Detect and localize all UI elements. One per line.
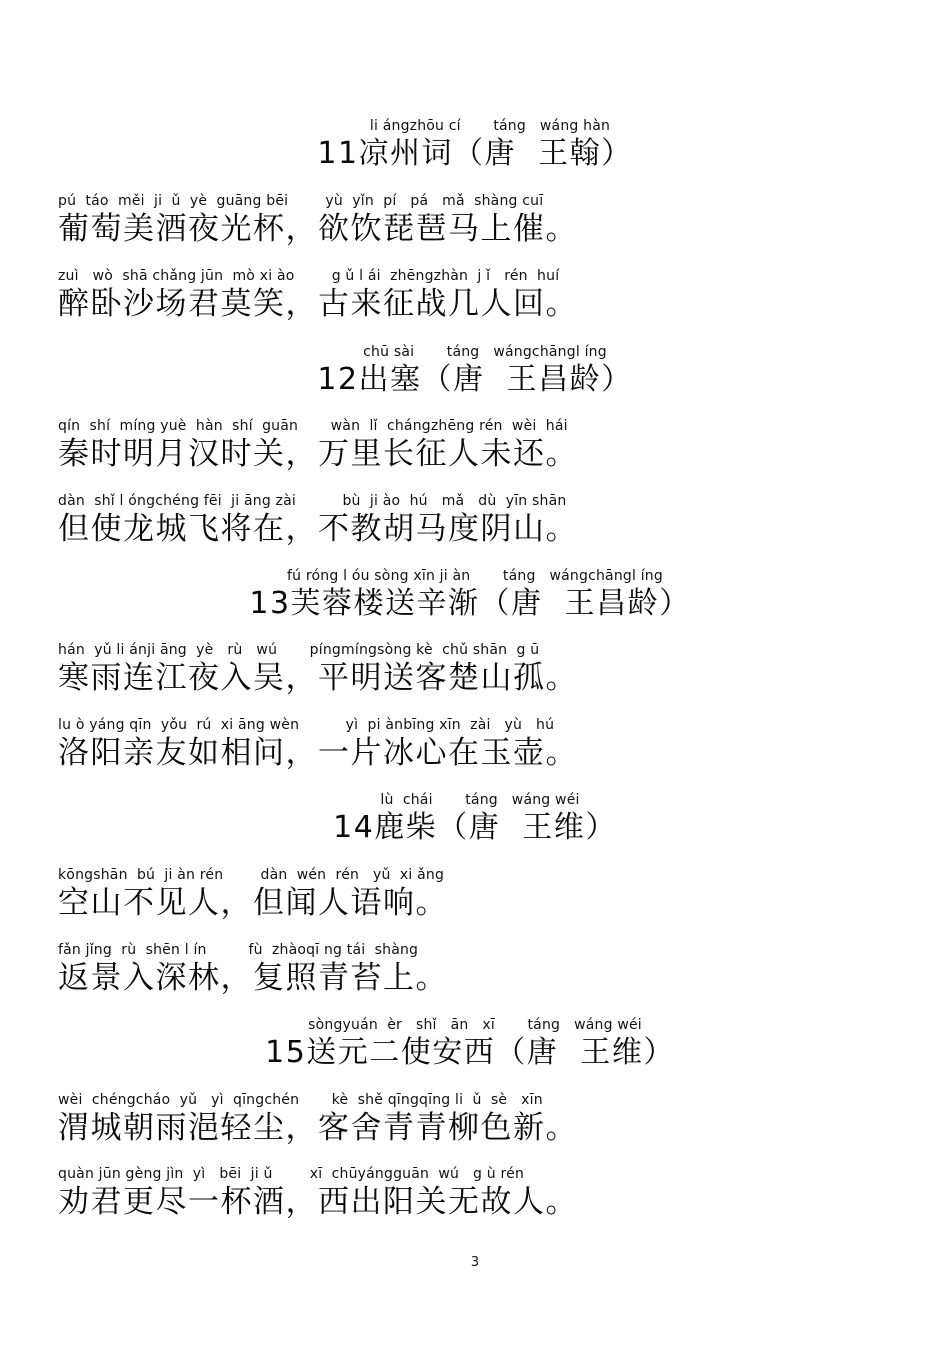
poem-title-pinyin: fú róng l óu sòng xīn ji àn táng wángchāngl íng (287, 568, 663, 584)
poem-title-pinyin: sòngyuán èr shǐ ān xī táng wáng wéi (308, 1017, 642, 1033)
poem-line-pinyin: kōngshān bú ji àn rén dàn wén rén yǔ xi ǎng (58, 867, 445, 883)
poem-line-pinyin: zuì wò shā chǎng jūn mò xi ào g ǔ l ái zhēngzhàn j ǐ rén huí (58, 268, 560, 284)
poem-line (58, 867, 448, 921)
poem-line-pinyin: qín shí míng yuè hàn shí guān wàn lǐ chángzhēng rén wèi hái (58, 418, 568, 434)
poem-line-pinyin: quàn jūn gèng jìn yì bēi ji ǔ xī chūyángguān wú g ù rén (58, 1166, 525, 1182)
poem-line (58, 493, 578, 547)
poem-line-text: 空山不见人，但闻人语响。 (58, 885, 448, 921)
page-number: 3 (470, 1255, 480, 1270)
poem-title: 11凉州词（唐 王翰） (317, 136, 633, 171)
poem-title-block (150, 792, 790, 846)
poem-line-pinyin: hán yǔ li ánji āng yè rù wú píngmíngsòng kè chǔ shān g ū (58, 642, 540, 658)
poem-line-pinyin: pú táo měi ji ǔ yè guāng bēi yù yǐn pí pá mǎ shàng cuī (58, 193, 544, 209)
poem-line-text: 秦时明月汉时关，万里长征人未还。 (58, 436, 578, 472)
poem-title: 14鹿柴（唐 王维） (333, 810, 617, 845)
poem-title-block (130, 568, 810, 622)
poem-title-pinyin: chū sài táng wángchāngl íng (363, 344, 607, 360)
poem-line-pinyin: wèi chéngcháo yǔ yì qīngchén kè shě qīngqīng li ǔ sè xīn (58, 1092, 543, 1108)
poem-title-pinyin: lù chái táng wáng wéi (380, 792, 580, 808)
poem-line-text: 返景入深林，复照青苔上。 (58, 960, 448, 996)
poem-line-pinyin: dàn shǐ l óngchéng fēi ji āng zài bù ji ào hú mǎ dù yīn shān (58, 493, 567, 509)
poem-line-text: 渭城朝雨浥轻尘，客舍青青柳色新。 (58, 1110, 578, 1146)
poem-line (58, 268, 578, 322)
poem-line-pinyin: lu ò yáng qīn yǒu rú xi āng wèn yì pi ànbīng xīn zài yù hú (58, 717, 555, 733)
poem-line (58, 193, 578, 247)
poem-title-pinyin: li ángzhōu cí táng wáng hàn (369, 118, 611, 134)
poem-line (58, 942, 448, 996)
poem-line-text: 但使龙城飞将在，不教胡马度阴山。 (58, 511, 578, 547)
poem-line (58, 1092, 578, 1146)
poem-title: 15送元二使安西（唐 王维） (265, 1035, 675, 1070)
poem-title-block (150, 1017, 790, 1071)
poem-title: 13芙蓉楼送辛渐（唐 王昌龄） (249, 586, 691, 621)
poem-title-block (150, 344, 790, 398)
poem-line-text: 葡萄美酒夜光杯，欲饮琵琶马上催。 (58, 211, 578, 247)
poem-line (58, 418, 578, 472)
poem-title-block (150, 118, 790, 172)
poem-line-pinyin: fǎn jǐng rù shēn l ín fù zhàoqī ng tái shàng (58, 942, 419, 958)
poem-line-text: 劝君更尽一杯酒，西出阳关无故人。 (58, 1184, 578, 1220)
poem-line-text: 醉卧沙场君莫笑，古来征战几人回。 (58, 286, 578, 322)
poem-line (58, 642, 578, 696)
poem-line-text: 洛阳亲友如相问，一片冰心在玉壶。 (58, 735, 578, 771)
poem-title: 12出塞（唐 王昌龄） (317, 362, 633, 397)
poem-line (58, 717, 578, 771)
poem-line (58, 1166, 578, 1220)
poem-line-text: 寒雨连江夜入吴，平明送客楚山孤。 (58, 660, 578, 696)
